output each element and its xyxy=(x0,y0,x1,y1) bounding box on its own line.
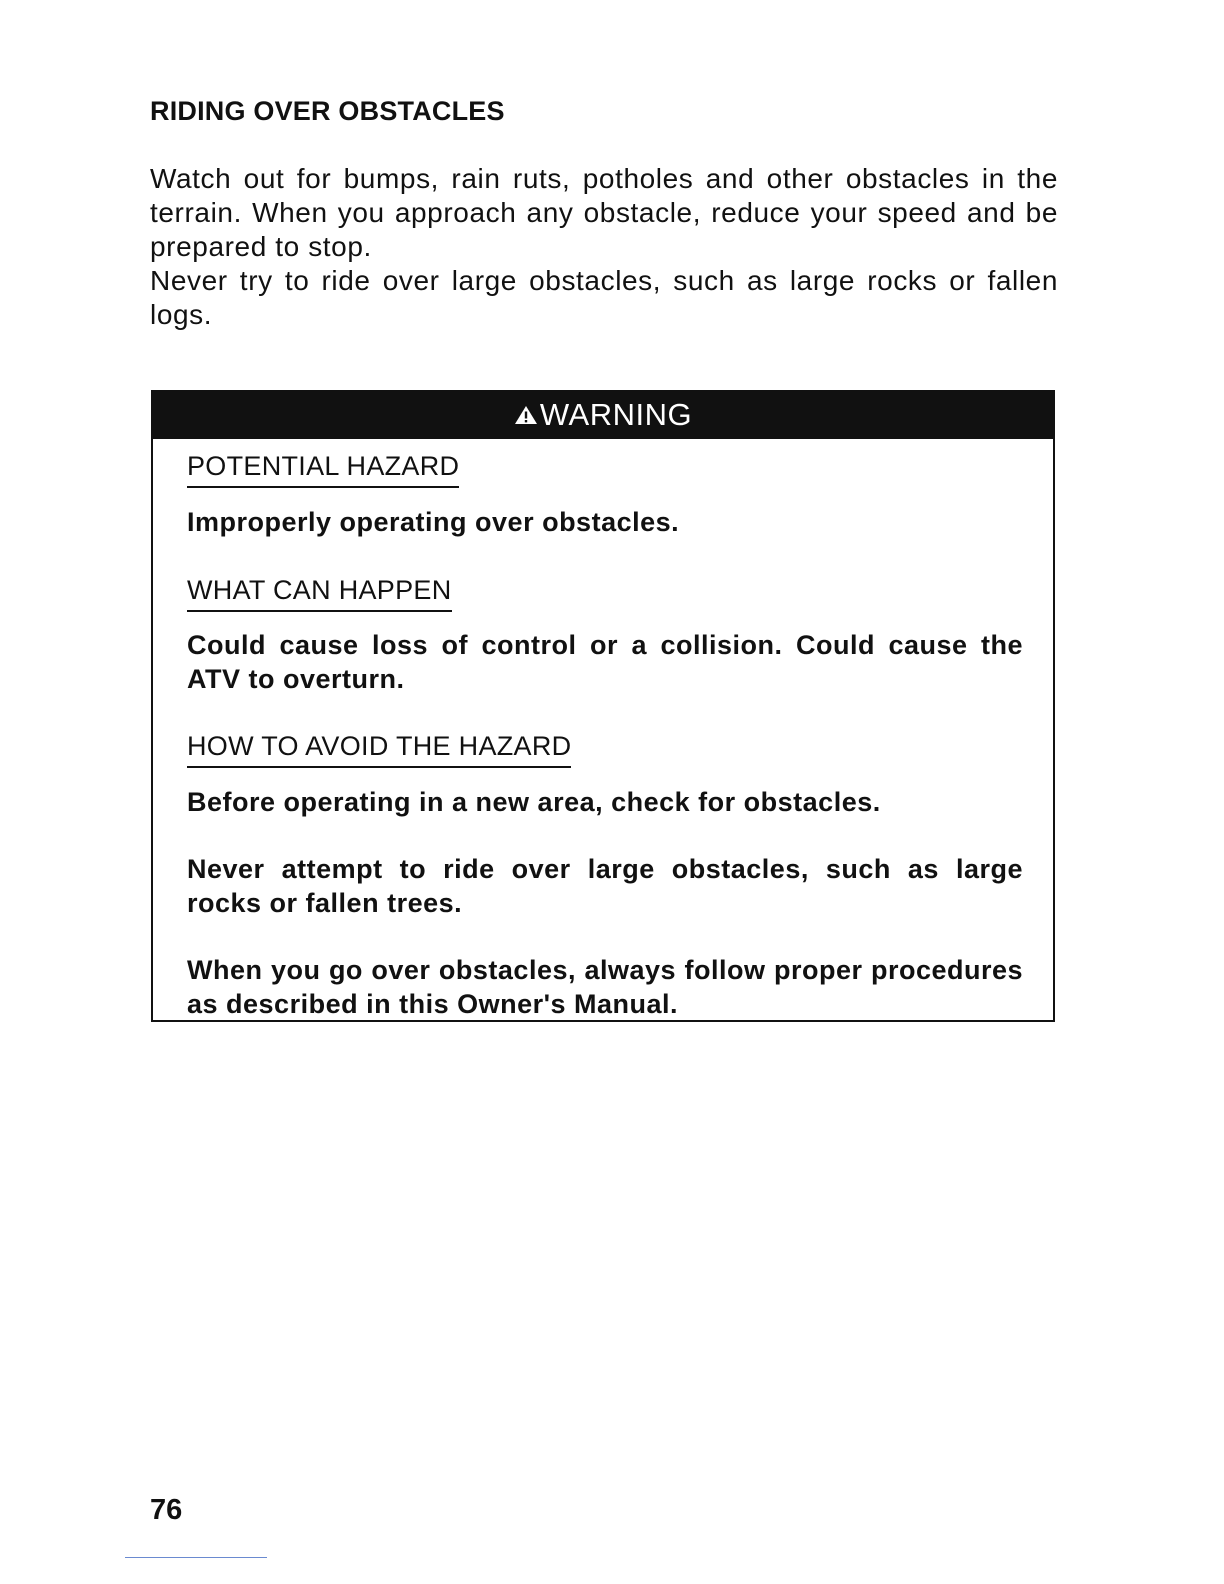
section-title: RIDING OVER OBSTACLES xyxy=(150,96,505,126)
how-to-avoid-heading: HOW TO AVOID THE HAZARD xyxy=(187,730,571,768)
avoid-item: Never attempt to ride over large obstacles, such as large rocks or fallen trees. xyxy=(187,854,1023,918)
intro-paragraph: Watch out for bumps, rain ruts, potholes and other obstacles in the terrain. When you approach any obstacle, reduce your speed and be prepared to stop. xyxy=(150,163,1058,262)
page-number: 76 xyxy=(150,1494,183,1526)
potential-hazard-text: Improperly operating over obstacles. xyxy=(187,507,680,537)
footer-rule xyxy=(125,1557,267,1558)
warning-box xyxy=(151,390,1055,1022)
warning-header xyxy=(153,392,1053,439)
what-can-happen-text: Could cause loss of control or a collision. Could cause the ATV to overturn. xyxy=(187,630,1023,694)
intro-text xyxy=(150,162,1058,332)
potential-hazard-heading: POTENTIAL HAZARD xyxy=(187,450,459,488)
avoid-item: Before operating in a new area, check for obstacles. xyxy=(187,787,881,817)
avoid-item: When you go over obstacles, always follow proper procedures as described in this Owner's Manual. xyxy=(187,955,1023,1019)
intro-paragraph: Never try to ride over large obstacles, such as large rocks or fallen logs. xyxy=(150,265,1058,330)
what-can-happen-heading: WHAT CAN HAPPEN xyxy=(187,574,452,612)
warning-triangle-icon xyxy=(514,392,538,438)
warning-label: WARNING xyxy=(539,397,693,432)
